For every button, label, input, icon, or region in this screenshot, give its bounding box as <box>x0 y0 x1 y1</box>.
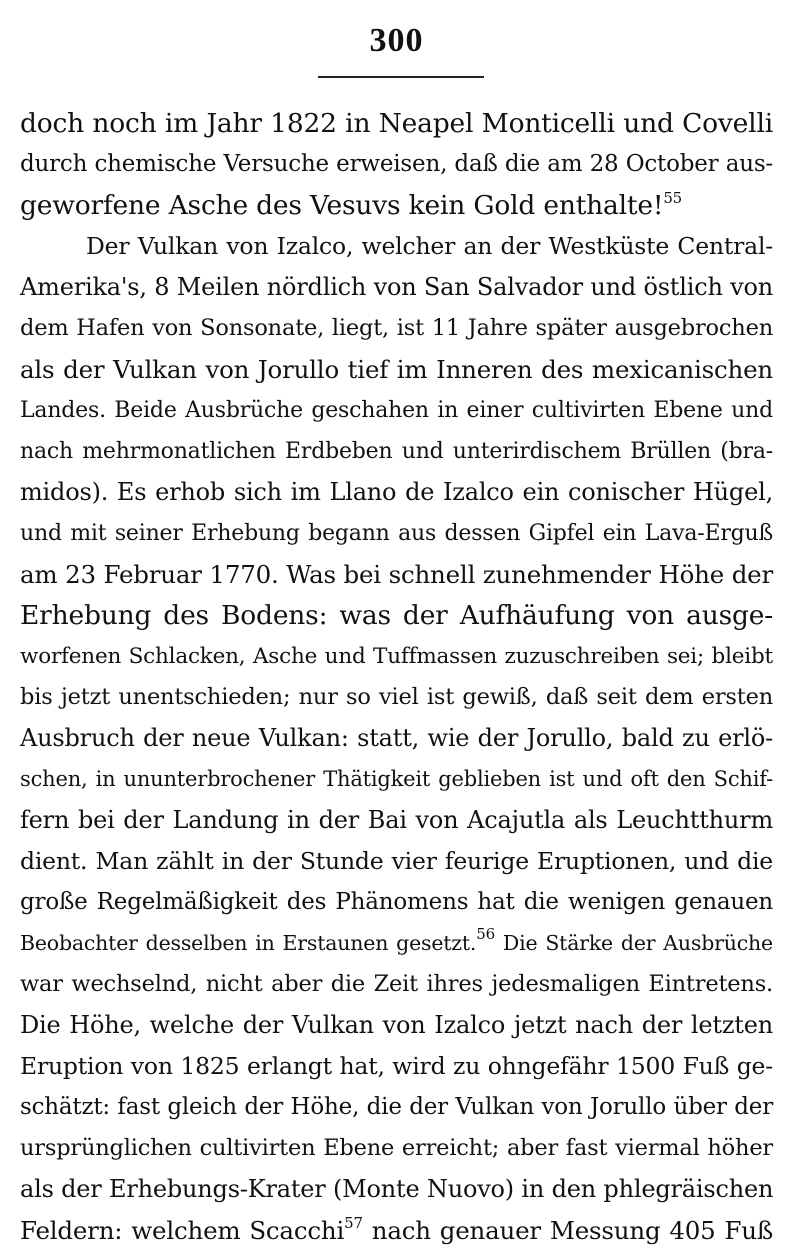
line-text: ursprünglichen cultivirten Ebene erreicht; aber fast viermal höher <box>20 1135 773 1161</box>
line-text: nach mehrmonatlichen Erdbeben und unterirdischem Brüllen (bra- <box>20 439 773 464</box>
line-text: und mit seiner Erhebung begann aus dessen Gipfel ein Lava-Erguß <box>20 521 773 546</box>
line-text: fern bei der Landung in der Bai von Acajutla als Leuchtthurm <box>20 806 773 834</box>
footnote-marker: 55 <box>663 189 682 207</box>
line-text-continued: nach genauer Messung 405 Fuß <box>371 1216 774 1245</box>
line-text: durch chemische Versuche erweisen, daß die am 28 October aus- <box>20 151 773 177</box>
line-text: Der Vulkan von Izalco, welcher an der Westküste Central- <box>86 232 773 260</box>
line-text: doch noch im Jahr 1822 in Neapel Monticelli und Covelli <box>20 108 773 139</box>
line-text: Feldern: welchem Scacchi <box>20 1216 345 1245</box>
line-text: als der Erhebungs-Krater (Monte Nuovo) in den phlegräischen <box>20 1175 774 1203</box>
text-line <box>20 759 773 800</box>
line-text: Beobachter desselben in Erstaunen gesetzt. <box>20 931 477 955</box>
line-text-continued: Die Stärke der Ausbrüche <box>502 931 773 955</box>
text-line <box>20 1210 773 1251</box>
text-line <box>20 1128 773 1169</box>
text-line <box>20 595 773 636</box>
line-text: war wechselnd, nicht aber die Zeit ihres jedesmaligen Eintretens. <box>20 971 773 997</box>
text-line <box>20 636 773 677</box>
text-line <box>20 841 773 882</box>
text-line <box>20 144 773 185</box>
text-line <box>20 1046 773 1087</box>
text-line <box>20 185 773 226</box>
text-line <box>20 308 773 349</box>
line-text: geworfene Asche des Vesuvs kein Gold enthalte! <box>20 190 664 221</box>
body-text <box>20 103 773 1251</box>
page-number: 300 <box>369 22 424 59</box>
footnote-marker: 57 <box>344 1214 363 1232</box>
line-text: Ausbruch der neue Vulkan: statt, wie der Jorullo, bald zu erlö- <box>20 724 773 752</box>
text-line <box>20 964 773 1005</box>
text-line <box>20 349 773 390</box>
line-text: dem Hafen von Sonsonate, liegt, ist 11 Jahre später ausgebrochen <box>20 315 773 341</box>
text-line <box>20 554 773 595</box>
line-text: schätzt: fast gleich der Höhe, die der Vulkan von Jorullo über der <box>20 1094 773 1120</box>
line-text: am 23 Februar 1770. Was bei schnell zunehmender Höhe der <box>20 560 773 589</box>
text-line <box>20 718 773 759</box>
text-line <box>20 390 773 431</box>
text-line <box>20 1169 773 1210</box>
line-text: Eruption von 1825 erlangt hat, wird zu ohngefähr 1500 Fuß ge- <box>20 1052 773 1080</box>
footnote-marker: 56 <box>476 925 495 943</box>
line-text: bis jetzt unentschieden; nur so viel ist gewiß, daß seit dem ersten <box>20 684 773 710</box>
text-line <box>20 513 773 554</box>
line-text: Amerika's, 8 Meilen nördlich von San Salvador und östlich von <box>20 273 773 301</box>
line-text: worfenen Schlacken, Asche und Tuffmassen zuzuschreiben sei; bleibt <box>20 644 773 669</box>
text-line <box>20 472 773 513</box>
line-text: midos). Es erhob sich im Llano de Izalco ein conischer Hügel, <box>20 478 773 506</box>
text-line <box>20 431 773 472</box>
text-line <box>20 1087 773 1128</box>
text-line <box>20 800 773 841</box>
line-text: Erhebung des Bodens: was der Aufhäufung von ausge- <box>20 600 773 631</box>
text-line <box>20 923 773 964</box>
line-text: dient. Man zählt in der Stunde vier feurige Eruptionen, und die <box>20 847 773 875</box>
line-text: Die Höhe, welche der Vulkan von Izalco jetzt nach der letzten <box>20 1011 773 1039</box>
text-line <box>20 226 773 267</box>
text-line <box>20 677 773 718</box>
line-text: Landes. Beide Ausbrüche geschahen in einer cultivirten Ebene und <box>20 398 773 423</box>
line-text: als der Vulkan von Jorullo tief im Inneren des mexicanischen <box>20 355 773 384</box>
text-line <box>20 882 773 923</box>
text-line <box>20 103 773 144</box>
text-line <box>20 1005 773 1046</box>
header-rule <box>318 76 484 78</box>
line-text: große Regelmäßigkeit des Phänomens hat die wenigen genauen <box>20 889 773 915</box>
text-line <box>20 267 773 308</box>
line-text: schen, in ununterbrochener Thätigkeit geblieben ist und oft den Schif- <box>20 767 773 791</box>
